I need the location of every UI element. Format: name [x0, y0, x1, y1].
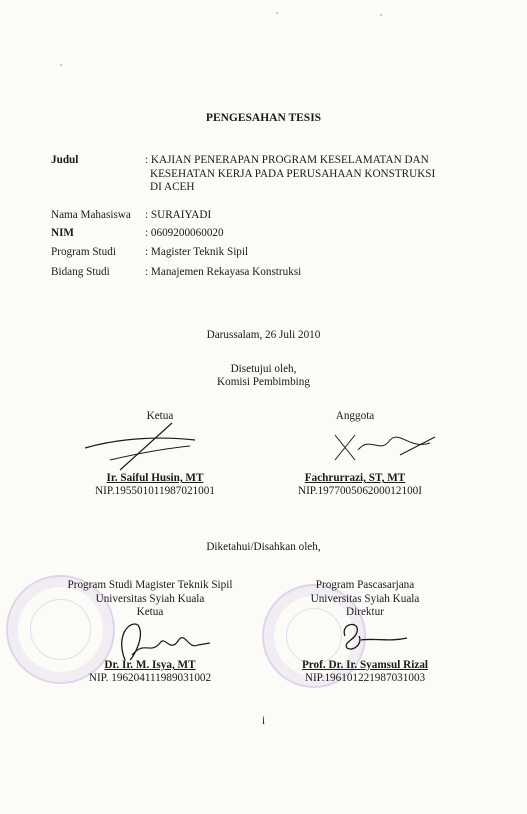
place-date: Darussalam, 26 Juli 2010 — [206, 329, 321, 341]
field-value-field-of-study: : Manajemen Rekayasa Konstruksi — [145, 266, 302, 278]
signature-chair — [80, 418, 200, 473]
official-role-left: Ketua — [136, 606, 164, 618]
field-label-field-of-study: Bidang Studi — [51, 266, 110, 278]
supervisor-nip-chair: NIP.195501011987021001 — [95, 485, 215, 497]
scan-speck — [276, 12, 278, 14]
official-name-right: Prof. Dr. Ir. Syamsul Rizal — [301, 659, 429, 671]
field-value-student-name: : SURAIYADI — [145, 209, 212, 221]
field-value-nim: : 0609200060020 — [145, 227, 224, 239]
official-unit-right: Program Pascasarjana — [315, 579, 415, 591]
supervisor-nip-member: NIP.197700506200012100I — [298, 485, 422, 497]
field-value-program: : Magister Teknik Sipil — [145, 246, 249, 258]
supervisor-name-member: Fachrurrazi, ST, MT — [304, 472, 406, 484]
field-value-title-line-2: KESEHATAN KERJA PADA PERUSAHAAN KONSTRUKSI — [150, 168, 436, 180]
scan-speck — [60, 64, 62, 66]
approved-by-label: Disetujui oleh, — [230, 363, 297, 375]
official-nip-right: NIP.196101221987031003 — [304, 672, 426, 684]
acknowledged-by-label: Diketahui/Disahkan oleh, — [206, 541, 321, 553]
field-value-title-line-1: : KAJIAN PENERAPAN PROGRAM KESELAMATAN DAN — [145, 154, 429, 166]
supervisor-role-member: Anggota — [335, 410, 375, 422]
official-unit-left: Program Studi Magister Teknik Sipil — [67, 579, 233, 591]
committee-label: Komisi Pembimbing — [217, 376, 310, 388]
supervisor-name-chair: Ir. Saiful Husin, MT — [106, 472, 204, 484]
page-number: i — [261, 715, 266, 727]
scan-speck — [380, 14, 382, 16]
field-value-title-line-3: DI ACEH — [150, 181, 195, 193]
official-nip-left: NIP. 196204111989031002 — [88, 672, 212, 684]
signature-director — [335, 618, 415, 653]
official-role-right: Direktur — [346, 606, 384, 618]
official-name-left: Dr. Ir. M. Isya, MT — [104, 659, 196, 671]
field-label-program: Program Studi — [51, 246, 116, 258]
official-university-right: Universitas Syiah Kuala — [310, 593, 420, 605]
field-label-nim: NIM — [51, 227, 74, 239]
page-title: PENGESAHAN TESIS — [205, 112, 322, 124]
official-university-left: Universitas Syiah Kuala — [95, 593, 205, 605]
signature-member — [330, 425, 440, 465]
supervisor-role-chair: Ketua — [146, 410, 174, 422]
field-label-title: Judul — [51, 154, 79, 166]
field-label-student-name: Nama Mahasiswa — [51, 209, 131, 221]
